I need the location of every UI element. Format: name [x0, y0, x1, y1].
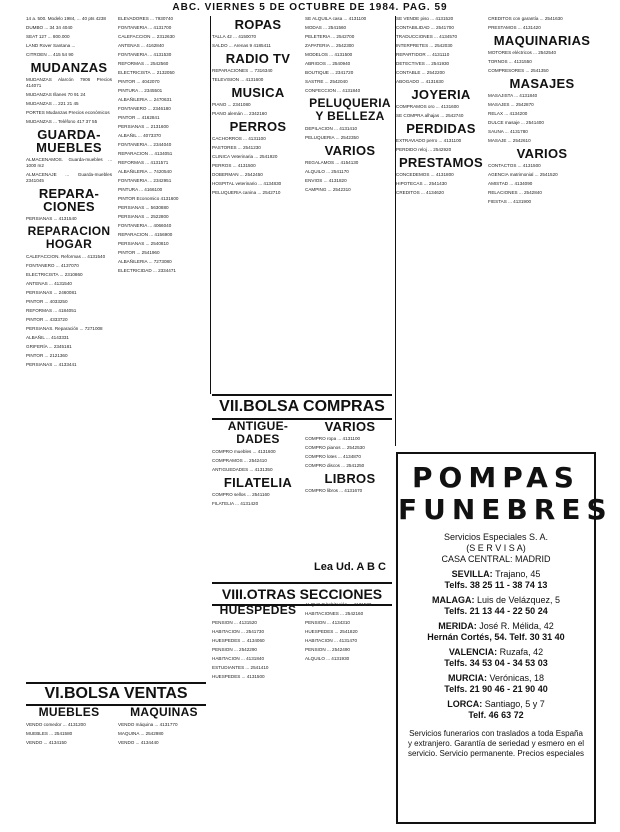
- section-libros: LIBROS: [324, 471, 376, 486]
- classified-ad: GRIFERÍA ... 2345181: [26, 344, 72, 349]
- classified-ad: CALEFACCION ... 2312630: [118, 34, 175, 39]
- section-varios-c4: VARIOS: [324, 143, 376, 158]
- branch-phone: Hernán Cortés, 54. Telf. 30 31 40: [427, 632, 565, 642]
- classified-ad: REPARTIDOR ... 4131110: [396, 52, 450, 57]
- branch-address: Santiago, 5 y 7: [484, 699, 545, 709]
- classified-ad: TORNOS ... 4131550: [488, 59, 532, 64]
- classified-ad: ALQUILO ... 2541170: [305, 169, 349, 174]
- compras-right: [305, 418, 395, 554]
- funeral-headquarters: CASA CENTRAL: MADRID: [441, 554, 551, 564]
- classified-ad: COMPRESORES ... 2541350: [488, 68, 549, 73]
- section-huespedes: HUESPEDES: [219, 603, 297, 617]
- lea-abc-slogan: Lea Ud. A B C: [314, 561, 386, 573]
- classified-ad: COMPRAMOS oro ... 4131600: [396, 104, 459, 109]
- classified-ad: ELECTRICISTA ... 2310860: [26, 272, 83, 277]
- classified-ad: HUESPEDES ... 4131500: [212, 674, 265, 679]
- branch-city: LORCA:: [447, 699, 485, 709]
- classified-ad: VENDO ... 4134150: [26, 740, 67, 745]
- classified-ad: COMPRO sellos ... 2541160: [212, 492, 270, 497]
- classified-ad: CREDITOS con garantía ... 2541630: [488, 16, 563, 21]
- funeral-company: Servicios Especiales S. A.: [443, 532, 549, 542]
- funeral-title-2: FUNEBRES: [398, 493, 613, 526]
- classified-ad: PERSIANAS. Reparación ... 7271008: [26, 326, 103, 331]
- classified-ad: CACHORROS ... 4131100: [212, 136, 266, 141]
- classified-ad: MUDANZAS Alarcón 7906 Precios 414071: [26, 77, 112, 88]
- classified-ad: PENSION ... 2542490: [305, 647, 350, 652]
- classified-ad: ALBAÑILERIA ... 7420540: [118, 169, 172, 174]
- classified-ad: CITROEN ... 415 54 90: [26, 52, 74, 57]
- classified-ad: FONTANERIA ... 4066040: [118, 223, 172, 228]
- column-6: [488, 16, 596, 460]
- secciones-right: [305, 602, 395, 830]
- secciones-left: [212, 602, 304, 830]
- classified-ad: BOUTIQUE ... 2341720: [305, 70, 354, 75]
- section-ropas: ROPAS: [234, 17, 282, 32]
- classified-ad: COMPRO libros ... 4131670: [305, 488, 363, 493]
- classified-ad: ABRIGOS ... 2540940: [305, 61, 351, 66]
- compras-left: [212, 418, 304, 578]
- classified-ad: ALMACENAMOS. Guarda-muebles ... 1000 m2: [26, 157, 112, 168]
- classified-ad: COMPRO discos ... 2541250: [305, 463, 365, 468]
- funeral-branch: [398, 699, 594, 721]
- classified-ad: ALBAÑIL ... 4143331: [26, 335, 69, 340]
- classified-ad: PINTOR ... 4162841: [118, 115, 160, 120]
- classified-ad: DOBERMAN ... 2542450: [212, 172, 263, 177]
- funeral-branch: [398, 673, 594, 695]
- classified-ad: FONTANERIA ... 2342951: [118, 178, 172, 183]
- section-muebles: MUEBLES: [38, 705, 100, 719]
- classified-ad: REPARACION ... 4156900: [118, 232, 173, 237]
- classified-ad: HUESPEDES ... 4134060: [212, 638, 265, 643]
- classified-ad: SEAT 127 ... 800.000: [26, 34, 70, 39]
- column-5: [396, 16, 486, 460]
- classified-ad: ALQUILO habitación ... 4131570: [305, 602, 372, 607]
- classified-ad: MOTORES eléctricos ... 2542540: [488, 50, 557, 55]
- classified-ad: CLINICA Veterinaria ... 2541920: [212, 154, 278, 159]
- classified-ad: TRADUCCIONES ... 4134570: [396, 34, 458, 39]
- section-musica: MUSICA: [231, 85, 285, 100]
- classified-ad: RELAX ... 4134200: [488, 111, 528, 116]
- classified-ad: VENDO comedor ... 4131200: [26, 722, 86, 727]
- classified-ad: REFORMAS ... 2542560: [118, 61, 169, 66]
- ventas-muebles: [26, 704, 112, 830]
- classified-ad: HABITACIONES ... 2542160: [305, 611, 364, 616]
- classified-ad: 14 a. 500. Modelo 1984, ... 40 pts 4238: [26, 16, 106, 21]
- classified-ad: PINTOR ... 4333720: [26, 317, 68, 322]
- classified-ad: PIANO ... 2341080: [212, 102, 251, 107]
- classified-ad: ELEVADORES ... 7930740: [118, 16, 174, 21]
- classified-ad: LAND Rover Santana ...: [26, 43, 76, 48]
- column-rule: [210, 16, 211, 394]
- banner-bolsa-ventas: VI.BOLSA VENTAS: [26, 682, 206, 706]
- classified-ad: DUMBO ... 34 34 4040: [26, 25, 73, 30]
- classified-ad: EXTRAVIADO perro ... 4131100: [396, 138, 462, 143]
- section-masajes: MASAJES: [509, 76, 575, 91]
- classified-ad: ANTENAS ... 4162840: [118, 43, 164, 48]
- section-perros: PERROS: [229, 119, 287, 134]
- section-filatelia: FILATELIA: [223, 475, 293, 490]
- classified-ad: PINTOR ... 4042070: [118, 79, 160, 84]
- classified-ad: ALQUILO ... 4131930: [305, 656, 350, 661]
- classified-ad: CALEFACCION. Reformas ... 4131540: [26, 254, 106, 259]
- classified-ad: CONTACTOS ... 4131500: [488, 163, 541, 168]
- classified-ad: PERSIANAS ... 4133441: [26, 362, 77, 367]
- branch-phone: Telfs. 21 13 44 - 22 50 24: [444, 606, 548, 616]
- column-2: [118, 16, 210, 410]
- classified-ad: FONTANERIA ... 4131700: [118, 25, 172, 30]
- classified-ad: PELUQUERIA canina ... 2542710: [212, 190, 281, 195]
- column-2-continued: [118, 412, 210, 680]
- classified-ad: PERROS ... 4131500: [212, 163, 256, 168]
- classified-ad: CREDITOS ... 4134620: [396, 190, 444, 195]
- classified-ad: PENSION ... 4134310: [305, 620, 350, 625]
- classified-ad: COMPRO lotes ... 4134870: [305, 454, 361, 459]
- classified-ad: RELACIONES ... 2542840: [488, 190, 542, 195]
- column-3: [212, 16, 304, 368]
- classified-ad: HUESPEDES ... 2541820: [305, 629, 358, 634]
- column-4: [305, 16, 395, 368]
- classified-ad: PINTURA ... 4166100: [118, 187, 163, 192]
- classified-ad: MODAS ... 2541560: [305, 25, 347, 30]
- banner-otras-secciones: VIII.OTRAS SECCIONES: [212, 582, 392, 606]
- classified-ad: COMPRAMOS ... 2542410: [212, 458, 267, 463]
- classified-ad: SALDO ... Arenas 9 4185411: [212, 43, 271, 48]
- branch-city: MURCIA:: [447, 673, 490, 683]
- classified-ad: ZAPATERIA ... 2542300: [305, 43, 354, 48]
- classified-ad: ANTIGUEDADES ... 4131350: [212, 467, 273, 472]
- classified-ad: COMPRO pianos ... 2542530: [305, 445, 365, 450]
- classified-ad: PERSIANAS ... 2131600: [118, 124, 169, 129]
- classified-ad: INTERPRETES ... 2542030: [396, 43, 453, 48]
- classified-ad: SE ALQUILA casa ... 4131100: [305, 16, 367, 21]
- section-antiguedades: ANTIGUE-DADES: [227, 419, 289, 446]
- funeral-footer: Servicios funerarios con traslados a toda España y extranjero. Garantía de seriedad y esmero en el servicio. Servicio permanente. Precios especiales: [407, 729, 585, 758]
- classified-ad: MASAJES ... 2542870: [488, 102, 534, 107]
- classified-ad: FONTANERO ... 2346180: [118, 106, 171, 111]
- classified-ad: DETECTIVES ... 2541930: [396, 61, 450, 66]
- classified-ad: REPARACIONES ... 7316340: [212, 68, 273, 73]
- classified-ad: MUDANZAS Illanes 70 91 24: [26, 92, 86, 97]
- funeral-branch: [398, 621, 594, 643]
- classified-ad: ALBAÑILERIA ... 2470631: [118, 97, 172, 102]
- classified-ad: TELEVISION ... 4131600: [212, 77, 264, 82]
- section-maquinarias: MAQUINARIAS: [493, 33, 591, 48]
- classified-ad: ELECTRICISTA ... 2132050: [118, 70, 175, 75]
- classified-ad: DULCE masaje ... 2541400: [488, 120, 544, 125]
- classified-ad: HABITACION ... 2541730: [212, 629, 264, 634]
- classified-ad: CONCEDEMOS ... 4131800: [396, 172, 454, 177]
- funeral-branch: [398, 647, 594, 669]
- classified-ad: CONTABILIDAD ... 2541700: [396, 25, 454, 30]
- classified-ad: ALMACENAJE ... Guarda-muebles 2341045: [26, 172, 112, 183]
- branch-phone: Telf. 46 63 72: [468, 710, 524, 720]
- section-reparacion-hogar: REPARACION HOGAR: [27, 224, 111, 251]
- section-perdidas: PERDIDAS: [406, 121, 476, 136]
- classified-ad: REPARACION ... 4134051: [118, 151, 173, 156]
- banner-bolsa-compras: VII.BOLSA COMPRAS: [212, 394, 392, 420]
- classified-ad: PERSIANAS ... 4131540: [26, 216, 77, 221]
- section-guardamuebles: GUARDA-MUEBLES: [36, 127, 102, 155]
- branch-phone: Telfs. 21 90 46 - 21 90 40: [444, 684, 548, 694]
- classified-ad: VENDO ... 4134440: [118, 740, 159, 745]
- section-peluqueria: PELUQUERIA Y BELLEZA: [309, 96, 391, 123]
- classified-ad: HABITACION ... 4131470: [305, 638, 357, 643]
- section-maquinas: MAQUINAS: [130, 705, 198, 719]
- branch-address: Ruzafa, 42: [499, 647, 544, 657]
- classified-ad: PINTOR Economico 4131600: [118, 196, 179, 201]
- classified-ad: PASTORES ... 2541230: [212, 145, 261, 150]
- branch-address: Verónicas, 18: [489, 673, 545, 683]
- classified-ad: TALLA 42 ... 4150070: [212, 34, 257, 39]
- classified-ad: COMPRO muebles ... 4131600: [212, 449, 276, 454]
- classified-ad: PELETERIA ... 2542700: [305, 34, 355, 39]
- classified-ad: CONFECCION ... 4131840: [305, 88, 361, 93]
- classified-ad: ELECTRICIDAD ... 2334471: [118, 268, 176, 273]
- branch-city: MALAGA:: [431, 595, 477, 605]
- classified-ad: PERDIDO reloj ... 2542920: [396, 147, 452, 152]
- branch-city: VALENCIA:: [448, 647, 500, 657]
- funeral-branch: [398, 595, 594, 617]
- page-header: ABC. VIERNES 5 DE OCTUBRE DE 1984. PAG. 59: [172, 2, 448, 13]
- classified-ad: PIANO alemán ... 2342160: [212, 111, 267, 116]
- classified-ad: PINTOR ... 4033250: [26, 299, 68, 304]
- classified-ad: MUDANZAS ... 221 21 45: [26, 101, 79, 106]
- classified-ad: FILATELIA ... 4131420: [212, 501, 259, 506]
- classified-ad: SE COMPRA alhajas ... 2542740: [396, 113, 464, 118]
- classified-ad: PERSIANAS ... 5630880: [118, 205, 169, 210]
- classified-ad: ANTENAS ... 4131540: [26, 281, 72, 286]
- classified-ad: ESTUDIANTES ... 2541410: [212, 665, 269, 670]
- funeral-advertisement: [396, 452, 613, 824]
- classified-ad: PORTES Mudanzas Precios económicos: [26, 110, 110, 115]
- funeral-branch: [398, 569, 594, 591]
- column-rule: [395, 16, 396, 446]
- section-radio-tv: RADIO TV: [225, 51, 291, 66]
- classified-ad: PENSION ... 2542290: [212, 647, 257, 652]
- branch-city: MERIDA:: [438, 621, 480, 631]
- classified-ad: VENDO máquina ... 4131770: [118, 722, 178, 727]
- classified-ad: FONTANERIA ... 2344040: [118, 142, 172, 147]
- classified-ad: HABITACION ... 4131840: [212, 656, 264, 661]
- branch-address: Trajano, 45: [495, 569, 541, 579]
- classified-ad: PRESTAMOS ... 4131420: [488, 25, 541, 30]
- classified-ad: MASAJISTA ... 4131840: [488, 93, 538, 98]
- classified-ad: CONTABLE ... 2542200: [396, 70, 445, 75]
- classified-ad: REFORMAS ... 4131571: [118, 160, 169, 165]
- classified-ad: FIESTAS ... 4131900: [488, 199, 532, 204]
- classified-ad: ALBAÑIL ... 4073370: [118, 133, 161, 138]
- classified-ad: REFORMAS ... 4184051: [26, 308, 77, 313]
- classified-ad: PINTURA ... 2345501: [118, 88, 163, 93]
- classified-ad: CAMPING ... 2542310: [305, 187, 351, 192]
- section-joyeria: JOYERIA: [411, 87, 471, 102]
- classified-ad: ENVIOS ... 4131820: [305, 178, 347, 183]
- funeral-title-1: POMPAS: [412, 461, 580, 494]
- section-varios-c6: VARIOS: [516, 146, 568, 161]
- classified-ad: MUEBLES ... 2541580: [26, 731, 73, 736]
- classified-ad: PERSIANAS ... 2522800: [118, 214, 169, 219]
- classified-ad: MUDANZAS ... Teléfono 417 37 55: [26, 119, 98, 124]
- classified-ad: DEPILACION ... 4131410: [305, 126, 358, 131]
- classified-ad: AGENCIA matrimonial ... 2541520: [488, 172, 558, 177]
- section-varios-compras: VARIOS: [324, 419, 376, 434]
- section-prestamos: PRESTAMOS: [398, 155, 484, 170]
- section-reparaciones: REPARA-CIONES: [38, 186, 100, 214]
- classified-ad: FONTANERIA ... 4131530: [118, 52, 172, 57]
- classified-ad: PELUQUERIA ... 2542350: [305, 135, 359, 140]
- classified-ad: MODELOS ... 4131500: [305, 52, 353, 57]
- ventas-maquinas: [118, 704, 210, 830]
- branch-city: SEVILLA:: [451, 569, 496, 579]
- funeral-acronym: (S E R V I S A): [466, 543, 526, 553]
- classified-ad: SASTRE ... 2542040: [305, 79, 348, 84]
- classified-ad: PERSIANAS ... 2540810: [118, 241, 169, 246]
- classified-ad: HIPOTECAS ... 2541430: [396, 181, 447, 186]
- branch-phone: Telfs. 38 25 11 - 38 74 13: [444, 580, 548, 590]
- classified-ad: PENSION ... 4131520: [212, 620, 257, 625]
- classified-ad: ABOGADO ... 4131630: [396, 79, 444, 84]
- classified-ad: MAQUINA ... 2542980: [118, 731, 164, 736]
- classified-ad: AMISTAD ... 4134090: [488, 181, 533, 186]
- branch-address: José R. Mélida, 42: [479, 621, 554, 631]
- classified-ad: SE VENDE piso ... 4131520: [396, 16, 454, 21]
- classified-ad: SAUNA ... 4131780: [488, 129, 528, 134]
- classified-ad: PINTOR ... 2541960: [118, 250, 160, 255]
- classified-ad: COMPRO ropa ... 4131100: [305, 436, 361, 441]
- classified-ad: MASAJE ... 2542610: [488, 138, 531, 143]
- classified-ad: REGALAMOS ... 4154130: [305, 160, 359, 165]
- classified-ad: FONTANERO ... 4137070: [26, 263, 79, 268]
- section-mudanzas: MUDANZAS: [30, 60, 108, 75]
- classified-ad: PINTOR ... 2121360: [26, 353, 68, 358]
- classified-ad: HOSPITAL veterinario ... 4134830: [212, 181, 282, 186]
- branch-address: Luis de Velázquez, 5: [476, 595, 561, 605]
- classified-ad: PERSIANAS ... 2460081: [26, 290, 77, 295]
- classified-ad: ALBAÑILERIA ... 7273080: [118, 259, 172, 264]
- branch-phone: Telfs. 34 53 04 - 34 53 03: [444, 658, 548, 668]
